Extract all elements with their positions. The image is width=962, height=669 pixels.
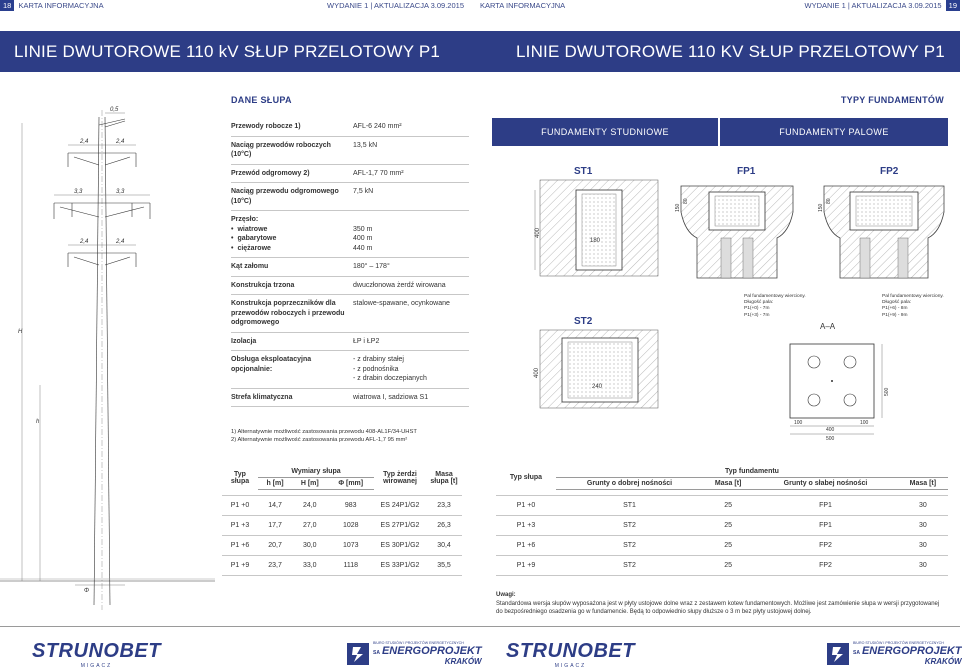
dane-row (231, 183, 469, 211)
energo-city: KRAKÓW (444, 657, 482, 667)
aa-dim-500: 500 (826, 436, 835, 442)
fp1-dim-80: 80 (683, 198, 689, 204)
fund-palowe-head: FUNDAMENTY PALOWE (720, 118, 948, 146)
dane-row (231, 351, 469, 389)
energoprojekt-icon (827, 643, 849, 665)
col-masa-2: Masa [t] (898, 478, 948, 490)
header-edition-right: WYDANIE 1 | AKTUALIZACJA 3.09.2015 (804, 1, 942, 10)
przeslo-label: Przęsło: (231, 216, 259, 223)
dane-key: Obsługa eksploatacyjna opcjonalnie: (231, 356, 312, 373)
aa-plan-drawing (776, 336, 952, 442)
st2-dim-400: 400 (534, 367, 540, 378)
pale-note-line: Pal fundamentowy wierciony. (744, 294, 806, 299)
cell: 35,5 (426, 556, 462, 576)
dane-value: dwuczłonowa żerdź wirowana (353, 281, 446, 289)
dim-middle-right: 3,3 (116, 189, 125, 195)
dane-key (231, 215, 353, 253)
przeslo-item: • wiatrowe (231, 225, 353, 235)
st1-label: ST1 (574, 166, 593, 177)
st1-dim-400: 400 (535, 227, 541, 238)
obsluga-value: - z drabiny stałej (353, 356, 404, 363)
st1-dim-180: 180 (590, 238, 601, 244)
dane-value: 13,5 kN (353, 141, 378, 149)
pale-note-2 (882, 294, 944, 319)
cell: 25 (703, 556, 753, 576)
footer-rule (0, 626, 480, 627)
cell: 23,7 (258, 556, 292, 576)
pale-note-line: Długość pala: (882, 300, 912, 306)
page-number-right: 19 (946, 0, 960, 11)
dane-value: 180° – 178° (353, 263, 390, 270)
footnote: 2) Alternatywnie możliwość zastosowania przewodu AFL-1,7 95 mm² (231, 437, 408, 443)
table-row (222, 496, 462, 516)
dane-title: DANE SŁUPA (231, 95, 292, 105)
table-row (496, 496, 948, 516)
cell: 983 (327, 496, 374, 516)
fp2-label: FP2 (880, 166, 899, 177)
energo-city: KRAKÓW (924, 657, 962, 667)
dane-key: Naciąg przewodów roboczych (10°C) (231, 141, 331, 158)
dane-row (231, 295, 469, 333)
energo-small: BIURO STUDIÓW I PROJEKTÓW ENERGETYCZNYCH (373, 641, 464, 645)
cell: 30,4 (426, 536, 462, 556)
table-row (222, 516, 462, 536)
st2-drawing (532, 330, 667, 410)
aa-dim-100a: 100 (794, 420, 803, 426)
cell: 27,0 (292, 516, 327, 536)
cell: ES 24P1/G2 (374, 496, 426, 516)
pale-note-line: P1(+9) - 9m (882, 312, 908, 318)
fp1-drawing (677, 182, 797, 278)
tower-drawing (0, 105, 215, 625)
dim-phi: Φ (84, 588, 90, 594)
col-wymiary: Wymiary słupa (258, 466, 374, 478)
cell: 17,7 (258, 516, 292, 536)
cell: FP2 (753, 556, 898, 576)
aa-dim-100b: 100 (860, 420, 869, 426)
przeslo-item: • ciężarowe (231, 244, 353, 254)
slup-table (222, 466, 462, 576)
strunobet-sub: MIGACZ (554, 663, 587, 669)
obsluga-value: - z drabin doczepianych (353, 375, 427, 382)
fund-title: TYPY FUNDAMENTÓW (840, 95, 944, 105)
col-typ-slupa: Typ słupa (509, 474, 543, 482)
cell: ES 27P1/G2 (374, 516, 426, 536)
energoprojekt-icon (347, 643, 369, 665)
dim-middle-left: 3,3 (74, 189, 83, 195)
cell: 25 (703, 516, 753, 536)
energo-sa: SA (853, 650, 860, 657)
table-row (496, 516, 948, 536)
cell: ES 30P1/G2 (374, 536, 426, 556)
cell: 25 (703, 496, 753, 516)
fp2-dim-80: 80 (826, 198, 832, 204)
cell: P1 +3 (222, 516, 258, 536)
fp2-dim-150: 150 (818, 203, 824, 212)
strunobet-name: STRUNOBET (32, 640, 161, 662)
cell: P1 +6 (496, 536, 556, 556)
fundament-table (496, 466, 948, 576)
dane-key: Konstrukcja trzona (231, 281, 295, 289)
energo-small: BIURO STUDIÓW I PROJEKTÓW ENERGETYCZNYCH (853, 641, 944, 645)
cell: 14,7 (258, 496, 292, 516)
fp2-drawing (820, 182, 948, 278)
dim-top: 0,5 (110, 107, 119, 113)
cell: 23,3 (426, 496, 462, 516)
right-page (480, 0, 960, 668)
dane-key: Izolacja (231, 337, 257, 345)
pale-note-1 (744, 294, 806, 319)
dane-key: Kąt załomu (231, 263, 269, 270)
dane-row (231, 137, 469, 165)
cell: ST1 (556, 496, 703, 516)
dim-H: H (18, 329, 23, 335)
dane-row (231, 258, 469, 277)
dane-value (353, 355, 469, 384)
pale-note-line: P1(+6) - 8m (882, 306, 908, 312)
header-edition: WYDANIE 1 | AKTUALIZACJA 3.09.2015 (326, 1, 464, 10)
energo-main: ENERGOPROJEKT (861, 645, 962, 658)
obsluga-value: - z podnośnika (353, 365, 399, 373)
cell: ST2 (556, 516, 703, 536)
header-section-right: KARTA INFORMACYJNA (480, 1, 566, 10)
col-phi: Φ [mm] (327, 478, 374, 490)
aa-dim-400: 400 (826, 427, 835, 433)
dim-lower-right: 2,4 (116, 239, 125, 245)
fp1-dim-150: 150 (675, 203, 681, 212)
col-grunty-slabe: Grunty o słabej nośności (753, 478, 898, 490)
dane-row (231, 333, 469, 352)
dane-value: stalowe-spawane, ocynkowane (353, 300, 450, 307)
col-h: h [m] (258, 478, 292, 490)
uwagi-text: Standardowa wersja słupów wyposażona jest w płyty ustojowe dolne wraz z zestawem kotew fundamentowych. Możliwe jest zamówienie słupa w wersji przygotowanej do bezpośredniego osadzenia go w fundamencie. Będą to odpowiednio słupy dłuższe o 3 m bez płyty ustojowej dolnej. (496, 600, 940, 615)
energo-sa: SA (373, 650, 380, 657)
dane-row (231, 211, 469, 258)
dane-value (353, 215, 469, 253)
table-row (496, 536, 948, 556)
cell: ES 33P1/G2 (374, 556, 426, 576)
header-section: KARTA INFORMACYJNA (18, 1, 104, 10)
energoprojekt-logo (347, 641, 482, 666)
energoprojekt-logo-right (827, 641, 962, 666)
cell: 30 (898, 496, 948, 516)
page-header-right (805, 0, 960, 11)
cell: FP2 (753, 536, 898, 556)
page-title-right: LINIE DWUTOROWE 110 KV SŁUP PRZELOTOWY P1 (480, 31, 960, 72)
col-grunty-dobre: Grunty o dobrej nośności (556, 478, 703, 490)
st2-dim-240: 240 (592, 384, 603, 390)
dane-row (231, 277, 469, 296)
dim-lower-left: 2,4 (80, 239, 89, 245)
pale-note-line: P1(+0) - 7m (744, 306, 770, 312)
cell: 1028 (327, 516, 374, 536)
col-typ-fund: Typ fundamentu (556, 466, 948, 478)
aa-dim-500-v: 500 (884, 387, 890, 396)
cell: 30 (898, 536, 948, 556)
page-title: LINIE DWUTOROWE 110 kV SŁUP PRZELOTOWY P1 (0, 31, 480, 72)
dim-upper-left: 2,4 (80, 139, 89, 145)
cell: 1118 (327, 556, 374, 576)
strunobet-logo-right (506, 640, 635, 669)
cell: 26,3 (426, 516, 462, 536)
uwagi (496, 591, 946, 617)
cell: P1 +9 (496, 556, 556, 576)
dim-h: h (36, 419, 40, 425)
dane-value: AFL-6 240 mm² (353, 123, 402, 130)
strunobet-name: STRUNOBET (506, 640, 635, 662)
page-header-left (0, 0, 104, 11)
przeslo-list (231, 225, 353, 254)
col-masa-1: Masa [t] (703, 478, 753, 490)
cell: 30 (898, 556, 948, 576)
przeslo-value: 350 m (353, 225, 373, 233)
fp1-label: FP1 (737, 166, 756, 177)
dane-value: AFL-1,7 70 mm² (353, 169, 404, 177)
col-zerdz: Typ żerdzi wirowanej (383, 470, 417, 485)
cell: 30,0 (292, 536, 327, 556)
cell: 33,0 (292, 556, 327, 576)
dane-row (231, 118, 469, 137)
strunobet-logo (32, 640, 161, 669)
col-masa: Masa słupa [t] (430, 470, 458, 485)
cell: 25 (703, 536, 753, 556)
przeslo-value: 440 m (353, 244, 373, 252)
dane-key: Przewody robocze 1) (231, 123, 301, 130)
cell: 24,0 (292, 496, 327, 516)
dane-key: Przewód odgromowy 2) (231, 169, 310, 177)
page-number: 18 (0, 0, 14, 11)
cell: FP1 (753, 496, 898, 516)
cell: 30 (898, 516, 948, 536)
dane-row (231, 165, 469, 184)
col-H: H [m] (292, 478, 327, 490)
dane-value: wiatrowa I, sadziowa S1 (353, 393, 429, 401)
uwagi-title: Uwagi: (496, 592, 516, 598)
fund-studniowe-head: FUNDAMENTY STUDNIOWE (492, 118, 718, 146)
dane-key: Naciąg przewodu odgromowego (10°C) (231, 188, 339, 205)
cell: P1 +0 (222, 496, 258, 516)
cell: P1 +3 (496, 516, 556, 536)
dane-key: Strefa klimatyczna (231, 393, 293, 401)
pale-note-line: Pal fundamentowy wierciony. (882, 294, 944, 299)
cell: P1 +6 (222, 536, 258, 556)
cell: FP1 (753, 516, 898, 536)
footnotes (231, 428, 417, 444)
table-row (222, 536, 462, 556)
pale-note-line: Długość pala: (744, 300, 774, 306)
cell: ST2 (556, 536, 703, 556)
st2-label: ST2 (574, 316, 593, 327)
dane-value: 7,5 kN (353, 188, 374, 195)
table-row (222, 556, 462, 576)
col-typ: Typ słupa (230, 470, 250, 485)
aa-label: A–A (820, 322, 836, 331)
przeslo-value: 400 m (353, 235, 373, 242)
dane-row (231, 389, 469, 408)
table-row (496, 556, 948, 576)
footnote: 1) Alternatywnie możliwość zastosowania przewodu 408-AL1F/34-UHST (231, 429, 417, 435)
strunobet-sub: MIGACZ (80, 663, 113, 669)
cell: 20,7 (258, 536, 292, 556)
cell: ST2 (556, 556, 703, 576)
cell: 1073 (327, 536, 374, 556)
cell: P1 +0 (496, 496, 556, 516)
pale-note-line: P1(+3) - 7m (744, 312, 770, 318)
left-page (0, 0, 480, 668)
dane-key: Konstrukcja poprzeczników dla przewodów roboczych i przewodu odgromowego (231, 300, 345, 326)
energo-main: ENERGOPROJEKT (381, 645, 482, 658)
przeslo-item: • gabarytowe (231, 234, 353, 244)
footer-rule-right (480, 626, 960, 627)
st1-drawing (532, 180, 667, 280)
dim-upper-right: 2,4 (116, 139, 125, 145)
dane-value: ŁP i ŁP2 (353, 337, 380, 345)
dane-table (231, 118, 469, 407)
cell: P1 +9 (222, 556, 258, 576)
